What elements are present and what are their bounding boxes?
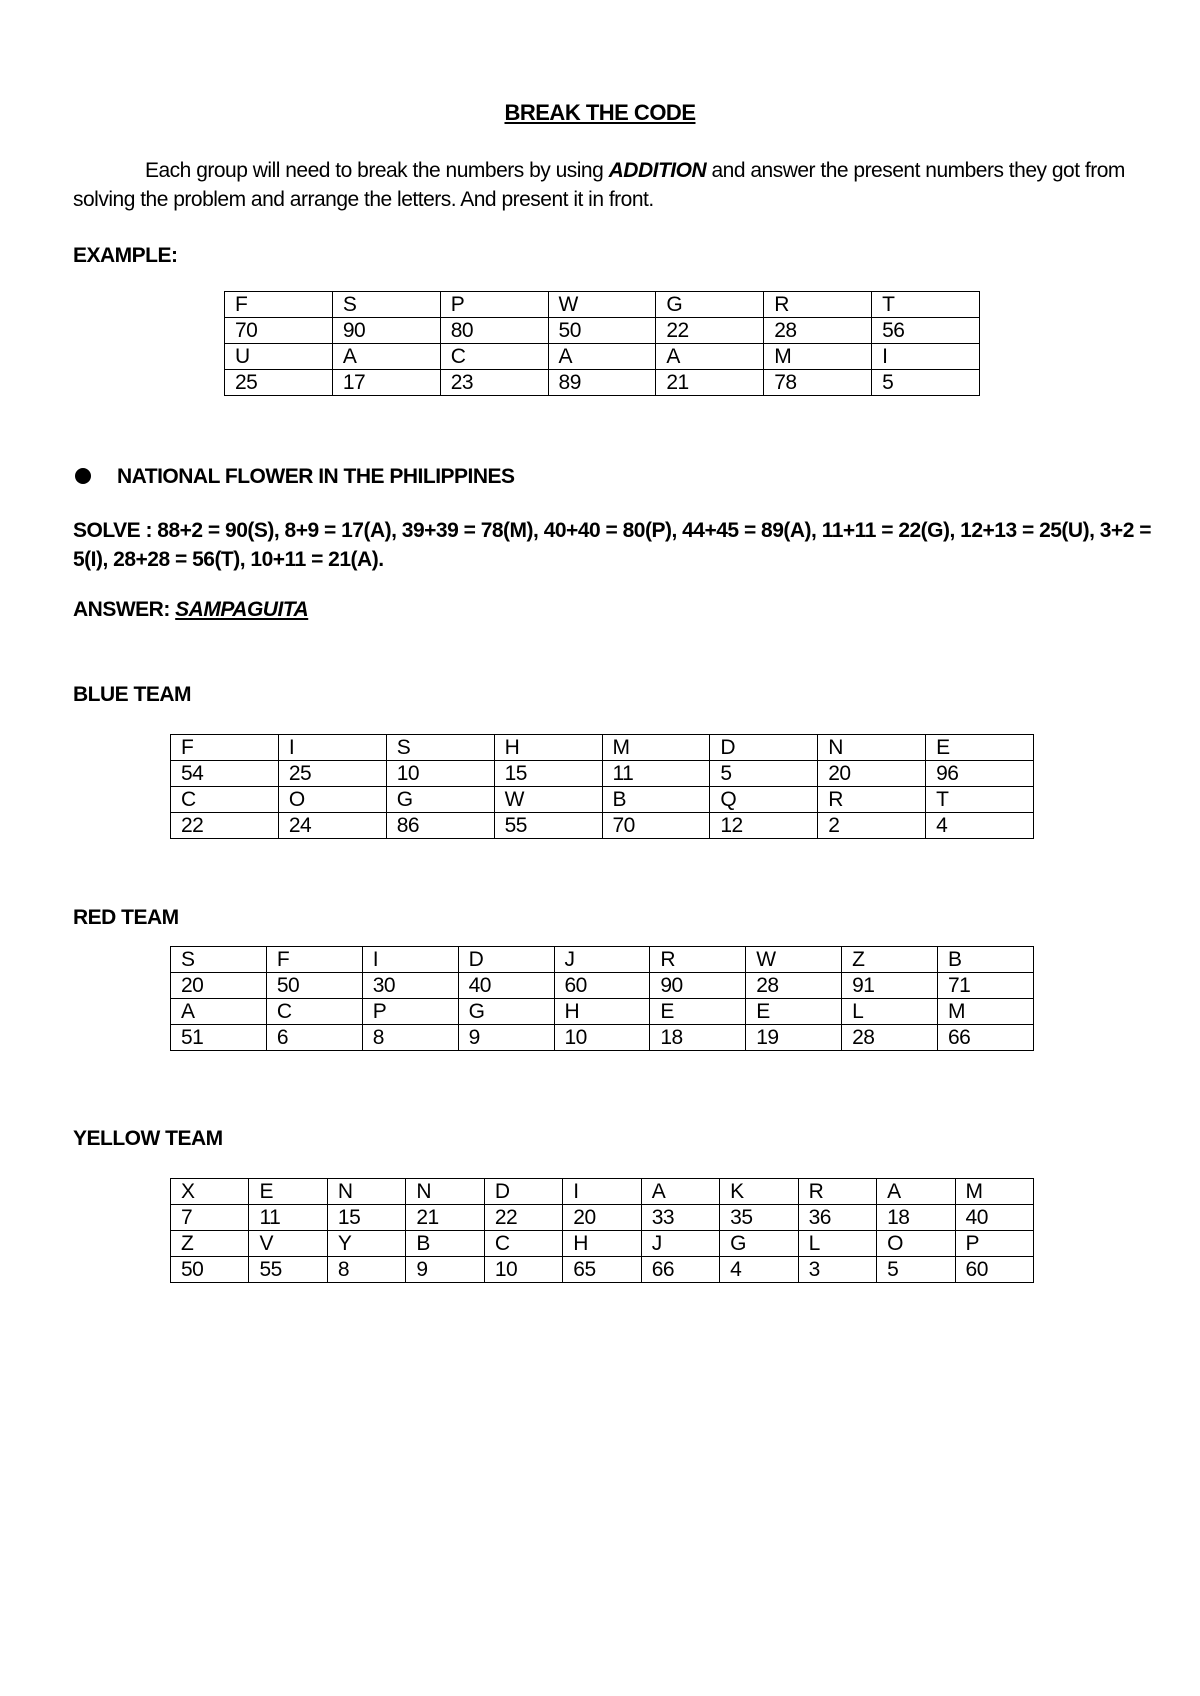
example-label: EXAMPLE:	[73, 244, 178, 267]
letter-cell: A	[548, 344, 656, 370]
yellow-team-table	[170, 1178, 1034, 1283]
number-cell: 86	[386, 813, 494, 839]
letter-cell: S	[332, 292, 440, 318]
number-cell: 3	[798, 1257, 876, 1283]
letter-cell: I	[278, 735, 386, 761]
number-cell: 21	[406, 1205, 484, 1231]
letter-cell: P	[362, 999, 458, 1025]
letter-cell: I	[872, 344, 980, 370]
letter-cell: W	[746, 947, 842, 973]
number-cell: 18	[877, 1205, 955, 1231]
instructions-paragraph	[73, 156, 1143, 214]
number-row	[171, 1205, 1034, 1231]
letter-cell: U	[225, 344, 333, 370]
letter-row	[171, 1231, 1034, 1257]
letter-cell: X	[171, 1179, 249, 1205]
letter-cell: C	[440, 344, 548, 370]
answer-word: SAMPAGUITA	[175, 598, 309, 621]
number-cell: 60	[955, 1257, 1033, 1283]
number-cell: 54	[171, 761, 279, 787]
number-cell: 28	[842, 1025, 938, 1051]
letter-cell: S	[171, 947, 267, 973]
number-cell: 70	[602, 813, 710, 839]
letter-cell: E	[650, 999, 746, 1025]
number-cell: 18	[650, 1025, 746, 1051]
letter-cell: H	[554, 999, 650, 1025]
letter-cell: W	[494, 787, 602, 813]
letter-cell: K	[720, 1179, 798, 1205]
number-cell: 80	[440, 318, 548, 344]
letter-cell: J	[554, 947, 650, 973]
letter-cell: D	[484, 1179, 562, 1205]
letter-cell: G	[458, 999, 554, 1025]
letter-cell: F	[266, 947, 362, 973]
letter-cell: A	[656, 344, 764, 370]
number-cell: 25	[225, 370, 333, 396]
page-title: BREAK THE CODE	[504, 100, 696, 125]
instructions-emphasis: ADDITION	[608, 159, 707, 182]
solve-text: SOLVE : 88+2 = 90(S), 8+9 = 17(A), 39+39 = 78(M), 40+40 = 80(P), 44+45 = 89(A), 11+11 = 22(G), 12+13 = 25(U), 3+2 = 5(I), 28+28 = 56(T), 10+11 = 21(A).	[73, 519, 1151, 571]
letter-row	[171, 735, 1034, 761]
number-cell: 4	[720, 1257, 798, 1283]
letter-cell: J	[641, 1231, 719, 1257]
number-cell: 70	[225, 318, 333, 344]
letter-cell: A	[641, 1179, 719, 1205]
number-cell: 10	[484, 1257, 562, 1283]
letter-cell: G	[386, 787, 494, 813]
number-cell: 40	[955, 1205, 1033, 1231]
number-cell: 50	[171, 1257, 249, 1283]
letter-cell: B	[406, 1231, 484, 1257]
letter-row	[225, 292, 980, 318]
number-cell: 22	[171, 813, 279, 839]
letter-cell: E	[746, 999, 842, 1025]
letter-cell: D	[458, 947, 554, 973]
letter-cell: P	[440, 292, 548, 318]
national-flower-heading	[73, 465, 515, 489]
letter-cell: G	[656, 292, 764, 318]
number-cell: 11	[602, 761, 710, 787]
letter-cell: B	[602, 787, 710, 813]
number-cell: 25	[278, 761, 386, 787]
letter-cell: R	[818, 787, 926, 813]
letter-cell: O	[877, 1231, 955, 1257]
number-cell: 20	[563, 1205, 641, 1231]
letter-row	[171, 999, 1034, 1025]
number-row	[171, 761, 1034, 787]
letter-cell: R	[764, 292, 872, 318]
letter-cell: P	[955, 1231, 1033, 1257]
letter-cell: N	[818, 735, 926, 761]
number-cell: 28	[764, 318, 872, 344]
number-cell: 8	[362, 1025, 458, 1051]
number-row	[225, 318, 980, 344]
number-cell: 66	[641, 1257, 719, 1283]
number-cell: 51	[171, 1025, 267, 1051]
number-cell: 12	[710, 813, 818, 839]
number-cell: 15	[494, 761, 602, 787]
instructions-text-end: and answer the present numbers they got from solving the problem and arrange the letters. And present it in front.	[73, 159, 1125, 211]
letter-cell: W	[548, 292, 656, 318]
number-cell: 89	[548, 370, 656, 396]
number-cell: 90	[650, 973, 746, 999]
number-cell: 20	[171, 973, 267, 999]
letter-cell: V	[249, 1231, 327, 1257]
number-cell: 22	[484, 1205, 562, 1231]
number-cell: 6	[266, 1025, 362, 1051]
number-cell: 35	[720, 1205, 798, 1231]
number-cell: 9	[458, 1025, 554, 1051]
number-cell: 5	[710, 761, 818, 787]
letter-cell: C	[266, 999, 362, 1025]
number-cell: 66	[938, 1025, 1034, 1051]
letter-cell: A	[332, 344, 440, 370]
answer-label: ANSWER:	[73, 598, 176, 621]
letter-row	[171, 787, 1034, 813]
number-cell: 65	[563, 1257, 641, 1283]
letter-cell: Y	[327, 1231, 405, 1257]
letter-cell: E	[249, 1179, 327, 1205]
letter-cell: Z	[842, 947, 938, 973]
letter-cell: R	[650, 947, 746, 973]
letter-cell: M	[955, 1179, 1033, 1205]
example-table	[224, 291, 980, 396]
number-cell: 20	[818, 761, 926, 787]
number-row	[171, 813, 1034, 839]
letter-cell: O	[278, 787, 386, 813]
number-cell: 28	[746, 973, 842, 999]
letter-cell: B	[938, 947, 1034, 973]
number-cell: 8	[327, 1257, 405, 1283]
letter-cell: S	[386, 735, 494, 761]
letter-cell: Z	[171, 1231, 249, 1257]
number-cell: 55	[494, 813, 602, 839]
number-row	[225, 370, 980, 396]
number-cell: 19	[746, 1025, 842, 1051]
blue-team-label: BLUE TEAM	[73, 683, 191, 706]
number-cell: 5	[877, 1257, 955, 1283]
blue-team-table	[170, 734, 1034, 839]
letter-cell: H	[563, 1231, 641, 1257]
number-cell: 90	[332, 318, 440, 344]
national-flower-text: NATIONAL FLOWER IN THE PHILIPPINES	[117, 465, 515, 488]
number-row	[171, 1257, 1034, 1283]
letter-cell: A	[877, 1179, 955, 1205]
number-cell: 50	[548, 318, 656, 344]
letter-cell: F	[171, 735, 279, 761]
letter-cell: Q	[710, 787, 818, 813]
number-cell: 22	[656, 318, 764, 344]
number-cell: 7	[171, 1205, 249, 1231]
letter-cell: I	[563, 1179, 641, 1205]
letter-cell: M	[764, 344, 872, 370]
number-cell: 30	[362, 973, 458, 999]
letter-cell: M	[938, 999, 1034, 1025]
number-cell: 17	[332, 370, 440, 396]
number-cell: 60	[554, 973, 650, 999]
letter-cell: G	[720, 1231, 798, 1257]
number-cell: 50	[266, 973, 362, 999]
letter-cell: M	[602, 735, 710, 761]
letter-cell: A	[171, 999, 267, 1025]
letter-cell: I	[362, 947, 458, 973]
bullet-icon	[75, 468, 91, 484]
number-row	[171, 1025, 1034, 1051]
instructions-text-start: Each group will need to break the numbers by using	[145, 159, 609, 182]
letter-cell: F	[225, 292, 333, 318]
letter-row	[171, 947, 1034, 973]
letter-cell: N	[327, 1179, 405, 1205]
number-cell: 56	[872, 318, 980, 344]
number-cell: 91	[842, 973, 938, 999]
yellow-team-label: YELLOW TEAM	[73, 1127, 223, 1150]
letter-cell: E	[926, 735, 1034, 761]
letter-cell: L	[842, 999, 938, 1025]
letter-cell: R	[798, 1179, 876, 1205]
number-cell: 33	[641, 1205, 719, 1231]
number-cell: 5	[872, 370, 980, 396]
answer-line	[73, 598, 308, 622]
number-cell: 71	[938, 973, 1034, 999]
number-cell: 36	[798, 1205, 876, 1231]
number-cell: 24	[278, 813, 386, 839]
letter-cell: C	[171, 787, 279, 813]
letter-cell: C	[484, 1231, 562, 1257]
number-cell: 10	[554, 1025, 650, 1051]
red-team-label: RED TEAM	[73, 906, 179, 929]
letter-cell: H	[494, 735, 602, 761]
number-cell: 9	[406, 1257, 484, 1283]
number-cell: 55	[249, 1257, 327, 1283]
letter-cell: N	[406, 1179, 484, 1205]
number-cell: 96	[926, 761, 1034, 787]
number-cell: 40	[458, 973, 554, 999]
number-cell: 4	[926, 813, 1034, 839]
letter-cell: L	[798, 1231, 876, 1257]
number-row	[171, 973, 1034, 999]
number-cell: 11	[249, 1205, 327, 1231]
number-cell: 78	[764, 370, 872, 396]
letter-row	[225, 344, 980, 370]
letter-cell: T	[926, 787, 1034, 813]
number-cell: 10	[386, 761, 494, 787]
number-cell: 15	[327, 1205, 405, 1231]
number-cell: 23	[440, 370, 548, 396]
number-cell: 21	[656, 370, 764, 396]
letter-cell: D	[710, 735, 818, 761]
letter-cell: T	[872, 292, 980, 318]
letter-row	[171, 1179, 1034, 1205]
red-team-table	[170, 946, 1034, 1051]
number-cell: 2	[818, 813, 926, 839]
